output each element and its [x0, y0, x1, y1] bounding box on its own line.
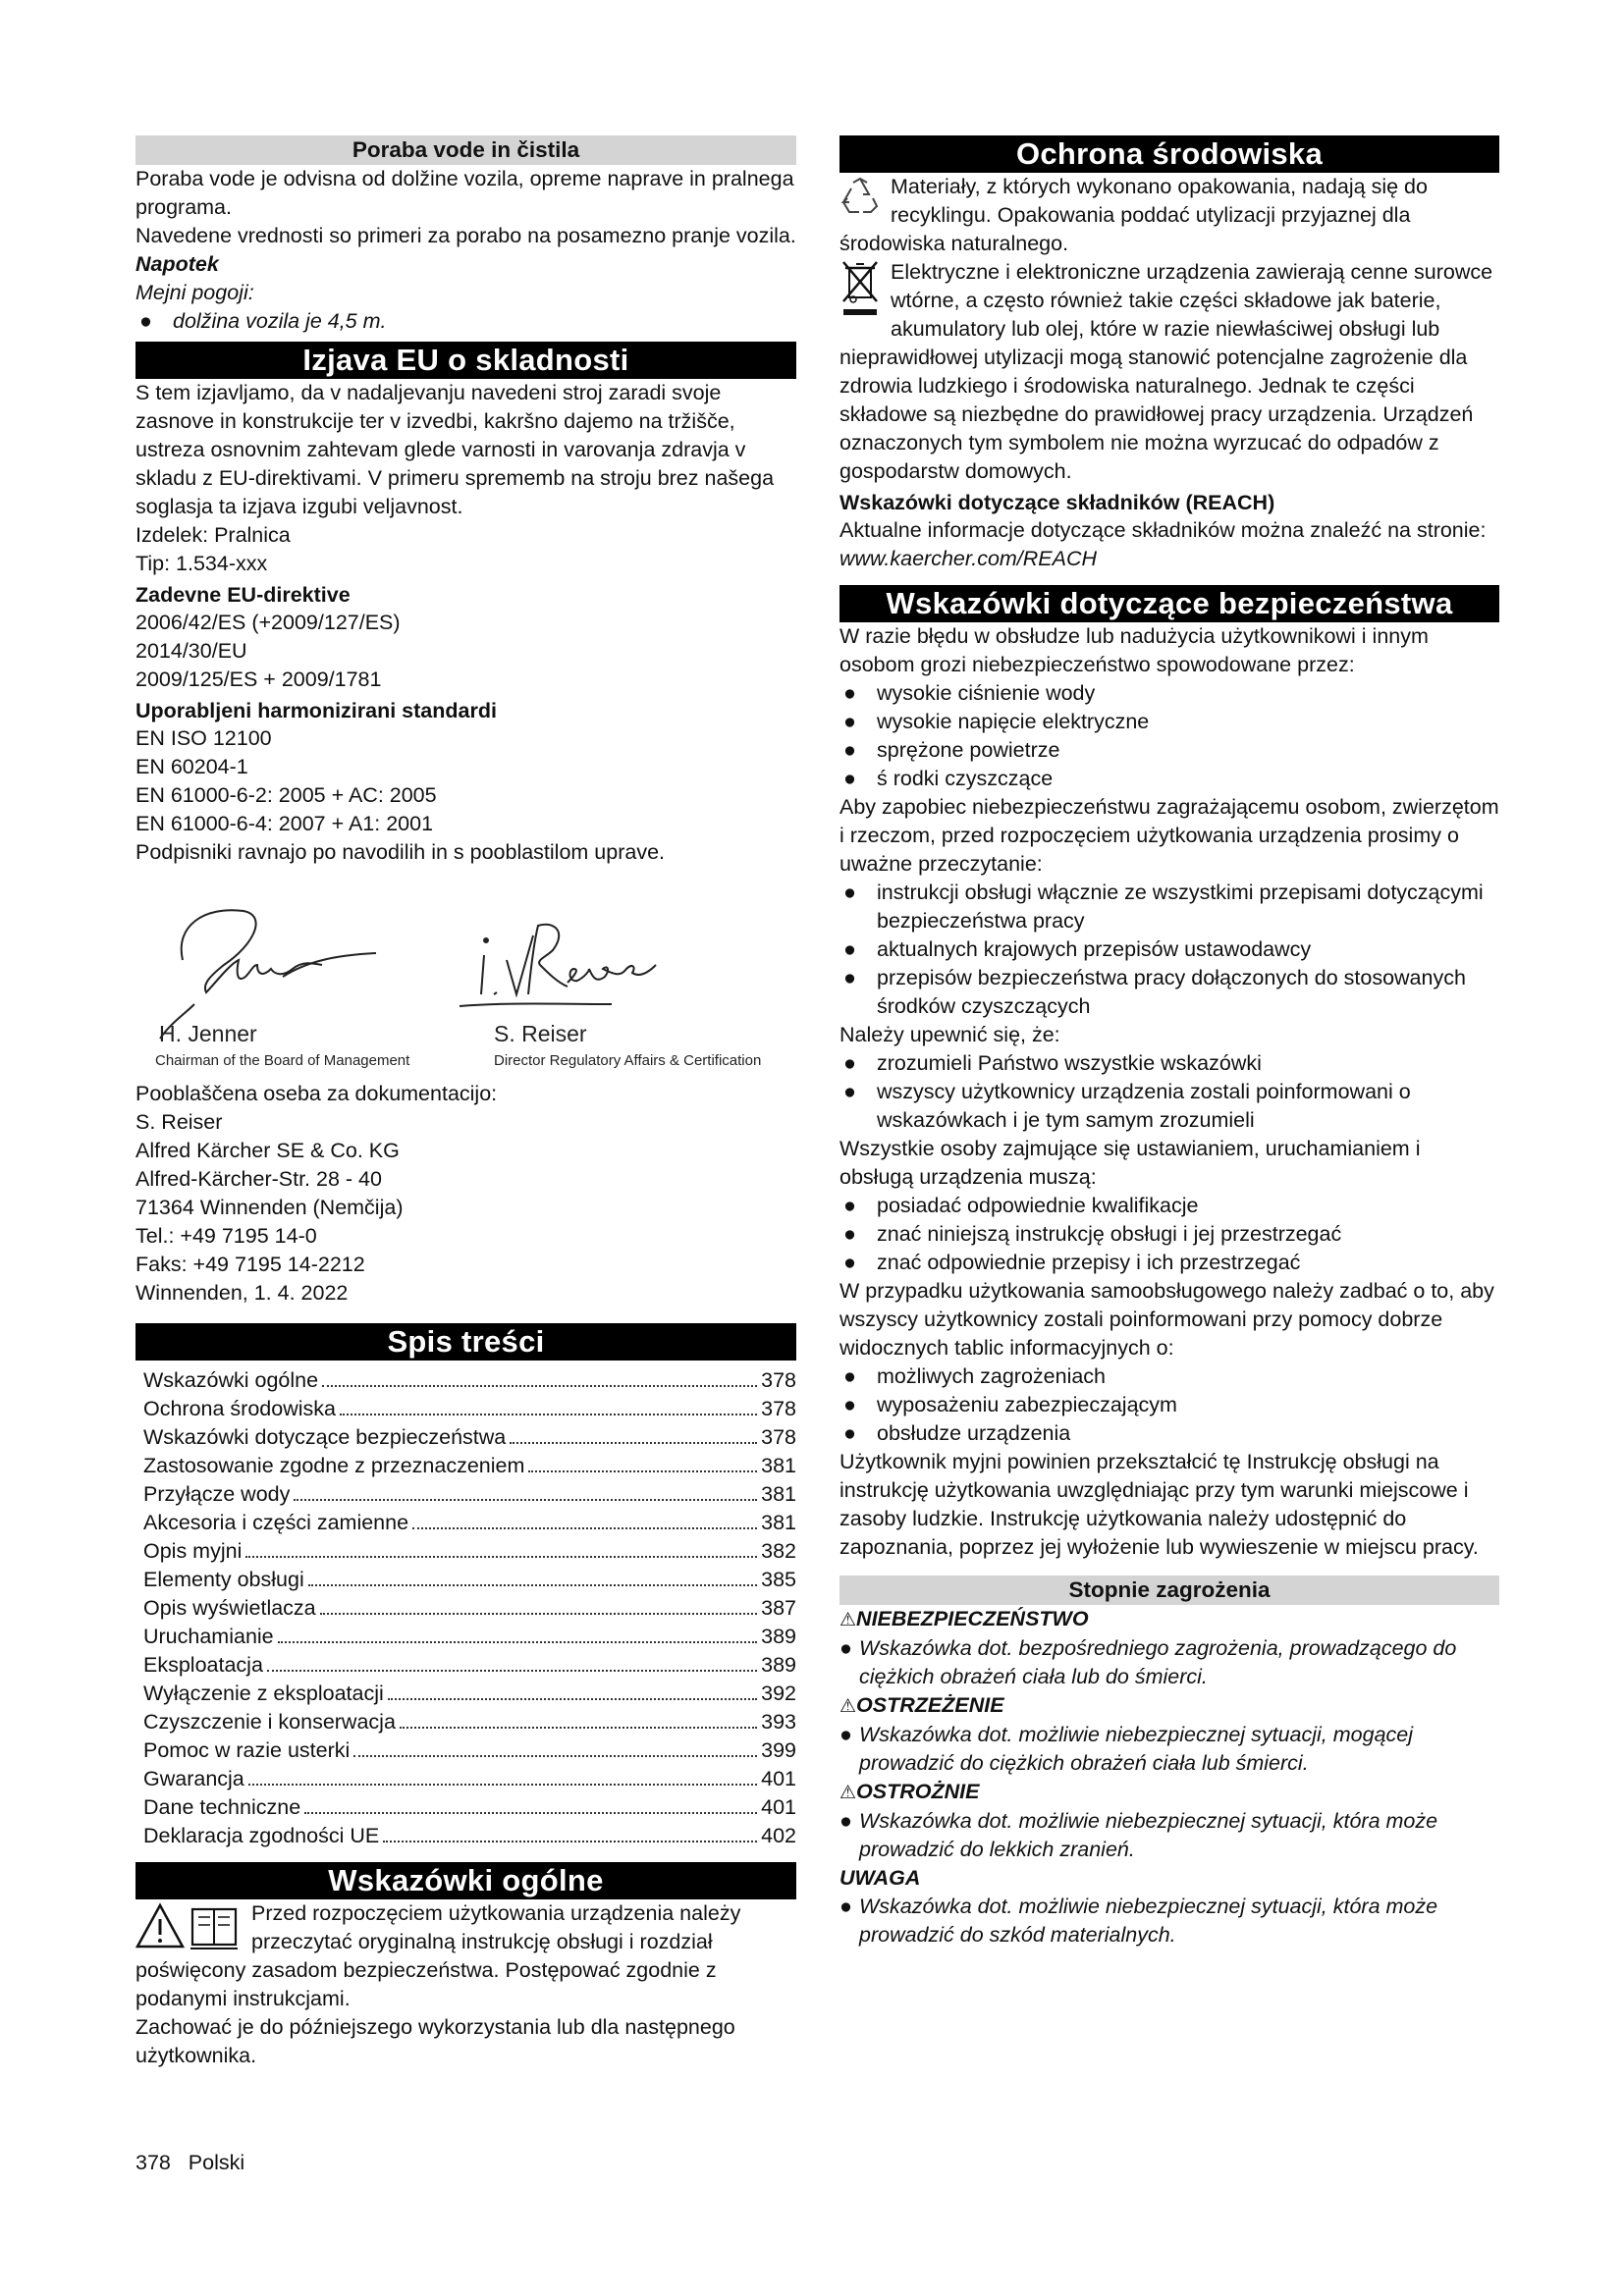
toc-entry-page: 401 [761, 1795, 796, 1819]
hazard-level-label [839, 1605, 1499, 1634]
signer-title-reiser: Director Regulatory Affairs & Certification [494, 1052, 762, 1068]
section-heading-environment: Ochrona środowiska [839, 135, 1499, 173]
bullet-icon: ● [843, 1194, 856, 1217]
hazard-level-name: NIEBEZPIECZEŃSTWO [856, 1607, 1089, 1630]
toc-leader-dots [320, 1613, 757, 1615]
bullet-text: wysokie ciśnienie wody [877, 681, 1096, 705]
bullet-icon: ● [843, 937, 856, 961]
note-label: Napotek [135, 252, 219, 276]
persons-list [839, 1192, 1499, 1277]
bullet-icon: ● [843, 738, 856, 762]
toc-entry-page: 387 [761, 1596, 796, 1620]
toc-entry[interactable] [135, 1423, 796, 1452]
hazard-levels-list [839, 1605, 1499, 1949]
toc-entry-label: Opis wyświetlacza [143, 1596, 316, 1620]
hazard-level-description [839, 1893, 1499, 1949]
paragraph: Elektryczne i elektroniczne urządzenia zawierają cenne surowce wtórne, a często również takie części składowe jak baterie, akumulatory lub olej, które w razie niewłaściwej obsługi lub nieprawidłowej utylizacji mogą stanowić potencjalne zagrożenie dla zdrowia ludzkiego i środowiska naturalnego. Jednak te części składowe są niezbędne do prawidłowej pracy urządzenia. Urządzeń oznaczonych tym symbolem nie można wyrzucać do odpadów z gospodarstw domowych. [839, 260, 1493, 483]
toc-entry-page: 389 [761, 1625, 796, 1648]
paragraph: Materiały, z których wykonano opakowania, nadają się do recyklingu. Opakowania poddać utylizacji przyjaznej dla środowiska naturalnego. [839, 175, 1428, 255]
toc-leader-dots [353, 1755, 757, 1757]
toc-entry-page: 401 [761, 1767, 796, 1790]
toc-list [135, 1366, 796, 1850]
bullet-item [839, 736, 1499, 765]
toc-entry-page: 389 [761, 1653, 796, 1677]
toc-entry-label: Wyłączenie z eksploatacji [143, 1682, 384, 1705]
bullet-text: posiadać odpowiednie kwalifikacje [877, 1194, 1199, 1217]
toc-leader-dots [400, 1727, 757, 1729]
toc-entry-label: Przyłącze wody [143, 1482, 291, 1506]
paragraph: Aby zapobiec niebezpieczeństwu zagrażającemu osobom, zwierzętom i rzeczom, przed rozpoczęciem użytkowania urządzenia prosimy o uważne przeczytanie: [839, 795, 1499, 876]
list-line: Tel.: +49 7195 14-0 [135, 1224, 317, 1248]
bullet-text: wyposażeniu zabezpieczającym [877, 1393, 1177, 1416]
section-heading-toc: Spis treści [135, 1323, 796, 1361]
toc-entry[interactable] [135, 1594, 796, 1623]
hazard-level-name: OSTROŻNIE [856, 1780, 980, 1803]
hazard-level-description [839, 1807, 1499, 1864]
toc-entry-label: Opis myjni [143, 1539, 243, 1563]
hazard-level-label [839, 1864, 1499, 1893]
signature-area [135, 867, 796, 1068]
bullet-item [839, 879, 1499, 935]
bullet-icon: ● [843, 1080, 856, 1103]
toc-entry[interactable] [135, 1566, 796, 1594]
subheading-directives: Zadevne EU-direktive [135, 583, 351, 607]
weee-bin-icon [839, 260, 881, 317]
page-footer [135, 2151, 244, 2175]
toc-entry-page: 381 [761, 1482, 796, 1506]
list-line: 2014/30/EU [135, 639, 247, 663]
list-line: EN 60204-1 [135, 755, 248, 778]
paragraph: Navedene vrednosti so primeri za porabo na posamezno pranje vozila. [135, 224, 796, 247]
hazard-level-text: Wskazówka dot. możliwie niebezpiecznej sytuacji, która może prowadzić do szkód materialnych. [859, 1895, 1438, 1947]
toc-leader-dots [304, 1812, 757, 1814]
warning-icon: ⚠ [839, 1610, 857, 1630]
hazard-level-name: UWAGA [839, 1866, 921, 1890]
toc-entry[interactable] [135, 1623, 796, 1651]
toc-leader-dots [528, 1470, 757, 1472]
toc-entry-label: Elementy obsługi [143, 1568, 304, 1591]
signature-jenner [160, 910, 376, 1039]
toc-entry-label: Gwarancja [143, 1767, 244, 1790]
bullet-text: zrozumieli Państwo wszystkie wskazówki [877, 1051, 1262, 1075]
paragraph: Zachować je do późniejszego wykorzystania lub dla następnego użytkownika. [135, 2015, 735, 2067]
list-line: EN 61000-6-4: 2007 + A1: 2001 [135, 812, 434, 835]
subheading-reach: Wskazówki dotyczące składników (REACH) [839, 491, 1275, 514]
bullet-item [839, 1220, 1499, 1249]
warning-icon: ⚠ [839, 1696, 857, 1717]
bullet-icon: ● [843, 1364, 856, 1388]
toc-entry[interactable] [135, 1366, 796, 1395]
type-line: Tip: 1.534-xxx [135, 552, 268, 575]
toc-entry-label: Uruchamianie [143, 1625, 274, 1648]
toc-entry-page: 378 [761, 1368, 796, 1392]
section-heading-general: Wskazówki ogólne [135, 1862, 796, 1899]
list-item: ● dolžina vozila je 4,5 m. [139, 309, 387, 333]
list-line: Alfred Kärcher SE & Co. KG [135, 1139, 400, 1162]
bullet-item [839, 679, 1499, 708]
bullet-text: instrukcji obsługi włącznie ze wszystkimi przepisami dotyczącymi bezpieczeństwa pracy [877, 881, 1484, 933]
toc-leader-dots [322, 1385, 757, 1387]
toc-entry-label: Pomoc w razie usterki [143, 1738, 351, 1762]
bullet-item [839, 1419, 1499, 1448]
bullet-icon: ● [843, 1393, 856, 1416]
warning-icon: ⚠ [839, 1783, 857, 1803]
signatures-graphic [135, 867, 796, 1068]
right-column [839, 135, 1499, 1949]
hazard-level-label [839, 1691, 1499, 1721]
bullet-text: możliwych zagrożeniach [877, 1364, 1107, 1388]
toc-entry[interactable] [135, 1537, 796, 1566]
toc-entry-label: Wskazówki ogólne [143, 1368, 319, 1392]
list-line: Pooblaščena oseba za dokumentacijo: [135, 1082, 498, 1105]
toc-entry-page: 385 [761, 1568, 796, 1591]
bullet-text: przepisów bezpieczeństwa pracy dołączonych do stosowanych środków czyszczących [877, 966, 1466, 1018]
bullet-item [839, 1249, 1499, 1277]
paragraph: W razie błędu w obsłudze lub nadużycia użytkownikowi i innym osobom grozi niebezpieczeństwo spowodowane przez: [839, 624, 1429, 676]
list-line: EN ISO 12100 [135, 726, 272, 750]
paragraph: Wszystkie osoby zajmujące się ustawianiem, uruchamianiem i obsługą urządzenia muszą: [839, 1137, 1421, 1189]
signer-name-jenner: H. Jenner [159, 1021, 257, 1046]
self-service-list [839, 1362, 1499, 1448]
hazard-level-name: OSTRZEŻENIE [856, 1693, 1004, 1717]
paragraph: Poraba vode je odvisna od dolžine vozila, opreme naprave in pralnega programa. [135, 167, 794, 219]
read-list [839, 879, 1499, 1021]
toc-entry[interactable] [135, 1822, 796, 1850]
toc-leader-dots [383, 1841, 757, 1842]
toc-entry-page: 378 [761, 1425, 796, 1449]
footer-language: Polski [188, 2151, 245, 2174]
toc-entry-page: 399 [761, 1738, 796, 1762]
toc-entry-page: 378 [761, 1397, 796, 1420]
toc-entry-label: Ochrona środowiska [143, 1397, 336, 1420]
toc-entry-label: Wskazówki dotyczące bezpieczeństwa [143, 1425, 507, 1449]
toc-entry-label: Zastosowanie zgodne z przeznaczeniem [143, 1454, 525, 1477]
bullet-icon: ● [843, 1051, 856, 1075]
bullet-icon: ● [843, 966, 856, 989]
bullet-item [839, 708, 1499, 736]
bullet-text: obsłudze urządzenia [877, 1421, 1071, 1445]
ensure-list [839, 1049, 1499, 1135]
signer-name-reiser: S. Reiser [494, 1021, 587, 1046]
signature-reiser [460, 925, 656, 1006]
signers-note: Podpisniki ravnajo po navodilih in s pooblastilom uprave. [135, 840, 666, 864]
toc-leader-dots [308, 1584, 757, 1586]
bullet-item [839, 964, 1499, 1021]
bullet-icon: ● [843, 767, 856, 790]
paragraph: Użytkownik myjni powinien przekształcić tę Instrukcję obsługi na instrukcję użytkowania uwzględniając przy tym warunki miejscowe i zasoby ludzkie. Instrukcję użytkowania należy udostępnić do zapoznania, poprzez jej wyłożenie lub wywieszenie w miejscu pracy. [839, 1450, 1479, 1559]
bullet-item [839, 1049, 1499, 1078]
toc-entry[interactable] [135, 1509, 796, 1537]
toc-entry-label: Akcesoria i części zamienne [143, 1511, 409, 1534]
toc-entry-label: Dane techniczne [143, 1795, 301, 1819]
bullet-item [839, 765, 1499, 793]
toc-leader-dots [340, 1414, 757, 1415]
bullet-icon: ● [839, 1723, 852, 1746]
note-subtitle: Mejni pogoji: [135, 281, 254, 304]
bullet-item [839, 935, 1499, 964]
hazard-level-text: Wskazówka dot. możliwie niebezpiecznej sytuacji, mogącej prowadzić do ciężkich obrażeń ciała lub śmierci. [859, 1723, 1414, 1775]
list-line: Winnenden, 1. 4. 2022 [135, 1281, 349, 1305]
bullet-item [839, 1362, 1499, 1391]
list-line: 71364 Winnenden (Nemčija) [135, 1196, 404, 1219]
toc-entry[interactable] [135, 1793, 796, 1822]
product-line: Izdelek: Pralnica [135, 523, 291, 547]
bullet-icon: ● [839, 1895, 852, 1918]
page-number: 378 [135, 2151, 171, 2174]
hazard-level-text: Wskazówka dot. możliwie niebezpiecznej sytuacji, która może prowadzić do lekkich zranień. [859, 1809, 1438, 1861]
toc-entry-page: 393 [761, 1710, 796, 1734]
toc-entry-page: 402 [761, 1824, 796, 1847]
section-heading-eu-declaration: Izjava EU o skladnosti [135, 342, 796, 379]
list-line: Alfred-Kärcher-Str. 28 - 40 [135, 1167, 382, 1191]
contact-block [135, 1080, 796, 1308]
toc-entry[interactable] [135, 1480, 796, 1509]
hazard-level-description [839, 1634, 1499, 1691]
bullet-item [839, 1192, 1499, 1220]
toc-entry[interactable] [135, 1765, 796, 1793]
bullet-icon: ● [843, 1421, 856, 1445]
paragraph: Należy upewnić się, że: [839, 1023, 1060, 1046]
bullet-text: znać odpowiednie przepisy i ich przestrzegać [877, 1251, 1301, 1274]
bullet-icon: ● [843, 1251, 856, 1274]
toc-leader-dots [278, 1641, 757, 1643]
section-heading-safety: Wskazówki dotyczące bezpieczeństwa [839, 585, 1499, 622]
section-heading-water: Poraba vode in čistila [135, 135, 796, 165]
toc-entry[interactable] [135, 1680, 796, 1708]
signer-title-jenner: Chairman of the Board of Management [155, 1052, 410, 1068]
toc-entry-page: 392 [761, 1682, 796, 1705]
hazard-level-description [839, 1721, 1499, 1778]
bullet-icon: ● [843, 1222, 856, 1246]
list-line: S. Reiser [135, 1110, 223, 1134]
toc-entry-label: Deklaracja zgodności UE [143, 1824, 380, 1847]
bullet-item [839, 1391, 1499, 1419]
warning-manual-icon [135, 1901, 242, 1952]
list-line: 2009/125/ES + 2009/1781 [135, 667, 382, 691]
paragraph: Przed rozpoczęciem użytkowania urządzenia należy przeczytać oryginalną instrukcję obsługi i rozdział poświęcony zasadom bezpieczeństwa. Postępować zgodnie z podanymi instrukcjami. [135, 1901, 741, 2010]
toc-entry[interactable] [135, 1452, 796, 1480]
toc-entry-label: Eksploatacja [143, 1653, 263, 1677]
list-line: Faks: +49 7195 14-2212 [135, 1253, 365, 1276]
toc-leader-dots [510, 1442, 757, 1444]
toc-entry-page: 382 [761, 1539, 796, 1563]
bullet-icon: ● [843, 881, 856, 904]
bullet-text: znać niniejszą instrukcję obsługi i jej przestrzegać [877, 1222, 1342, 1246]
bullet-item [839, 1078, 1499, 1135]
section-heading-hazard-levels: Stopnie zagrożenia [839, 1575, 1499, 1605]
toc-entry[interactable] [135, 1395, 796, 1423]
hazard-level-text: Wskazówka dot. bezpośredniego zagrożenia, prowadzącego do ciężkich obrażeń ciała lub do śmierci. [859, 1636, 1457, 1688]
bullet-text: wszyscy użytkownicy urządzenia zostali poinformowani o wskazówkach i je tym samym zrozumieli [877, 1080, 1411, 1132]
toc-entry-label: Czyszczenie i konserwacja [143, 1710, 396, 1734]
toc-entry[interactable] [135, 1651, 796, 1680]
toc-leader-dots [267, 1670, 757, 1672]
bullet-text: aktualnych krajowych przepisów ustawodawcy [877, 937, 1312, 961]
bullet-icon: ● [839, 1636, 852, 1660]
bullet-text: ś rodki czyszczące [877, 767, 1054, 790]
bullet-icon: ● [843, 681, 856, 705]
toc-entry[interactable] [135, 1736, 796, 1765]
list-line: 2006/42/ES (+2009/127/ES) [135, 611, 401, 634]
bullet-icon: ● [839, 1809, 852, 1833]
toc-entry-page: 381 [761, 1454, 796, 1477]
left-column [135, 135, 796, 2070]
toc-leader-dots [388, 1698, 757, 1700]
bullet-icon: ● [843, 710, 856, 733]
recycling-icon [839, 177, 881, 216]
toc-leader-dots [248, 1784, 757, 1786]
hazard-level-label [839, 1778, 1499, 1807]
paragraph: W przypadku użytkowania samoobsługowego należy zadbać o to, aby wszyscy użytkownicy zostali poinformowani przy pomocy dobrze widocznych tablic informacyjnych o: [839, 1279, 1494, 1360]
hazards-list [839, 679, 1499, 793]
reach-link[interactable]: www.kaercher.com/REACH [839, 547, 1098, 570]
toc-leader-dots [245, 1556, 757, 1558]
subheading-standards: Uporabljeni harmonizirani standardi [135, 699, 497, 722]
toc-entry-page: 381 [761, 1511, 796, 1534]
paragraph: S tem izjavljamo, da v nadaljevanju navedeni stroj zaradi svoje zasnove in konstrukcije ter v izvedbi, kakršno dajemo na tržišče, ustreza osnovnim zahtevam glede varnosti in varovanja zdravja v skladu z EU-direktivami. V primeru sprememb na stroju brez našega soglasja ta izjava izgubi veljavnost. [135, 381, 775, 518]
toc-leader-dots [294, 1499, 757, 1501]
standards-list [135, 724, 796, 838]
reach-paragraph: Aktualne informacje dotyczące składników można znaleźć na stronie: www.kaercher.com/REACH [839, 518, 1487, 570]
toc-leader-dots [412, 1527, 757, 1529]
bullet-text: wysokie napięcie elektryczne [877, 710, 1150, 733]
bullet-text: sprężone powietrze [877, 738, 1060, 762]
list-line: EN 61000-6-2: 2005 + AC: 2005 [135, 783, 437, 807]
toc-entry[interactable] [135, 1708, 796, 1736]
directives-list [135, 609, 796, 694]
